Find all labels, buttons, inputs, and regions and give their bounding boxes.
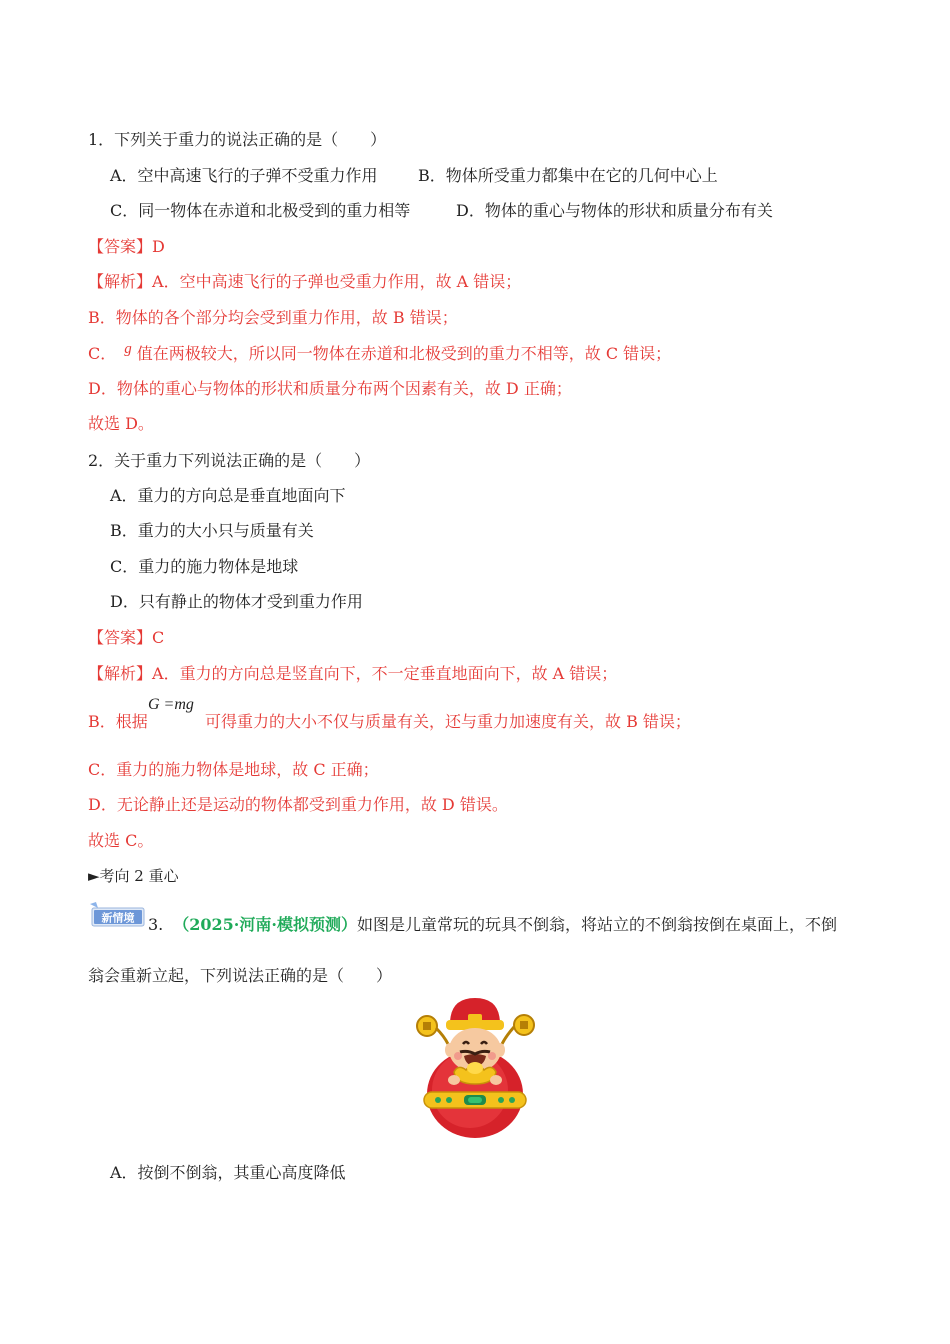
q1-analysis-d: D．物体的重心与物体的形状和质量分布两个因素有关，故 D 正确；: [88, 379, 572, 398]
q1-option-c: C．同一物体在赤道和北极受到的重力相等: [110, 201, 411, 220]
section-title: ►考向 2 重心: [88, 867, 179, 885]
q3-stem-text: 如图是儿童常玩的玩具不倒翁，将站立的不倒翁按倒在桌面上，不倒: [356, 915, 837, 934]
q1-option-a: A．空中高速飞行的子弹不受重力作用: [110, 166, 378, 185]
answer-label: 【答案】: [88, 628, 153, 647]
q2-analysis-a: [88, 663, 617, 685]
q2-conclusion: 故选 C。: [88, 831, 154, 850]
analysis-rest: 值在两极较大，所以同一物体在赤道和北极受到的重力不相等，故 C 错误；: [136, 344, 672, 363]
analysis-prefix: C．: [88, 344, 117, 363]
q3-source: （2025·河南·模拟预测）: [173, 915, 357, 934]
q2-option-b: B．重力的大小只与质量有关: [110, 521, 314, 540]
answer-value: C: [152, 628, 165, 647]
q1-stem: 1．下列关于重力的说法正确的是（ ）: [88, 130, 387, 149]
badge-label: 新情境: [101, 911, 135, 925]
q2-analysis-b-rest: 可得重力的大小不仅与质量有关，还与重力加速度有关，故 B 错误；: [205, 712, 691, 731]
q3-option-a: A．按倒不倒翁，其重心高度降低: [110, 1163, 346, 1182]
symbol-g: g: [124, 341, 132, 357]
q1-option-d: D．物体的重心与物体的形状和质量分布有关: [456, 201, 773, 220]
q2-analysis-d: D．无论静止还是运动的物体都受到重力作用，故 D 错误。: [88, 795, 508, 814]
q2-option-d: D．只有静止的物体才受到重力作用: [110, 592, 363, 611]
new-context-badge-icon: [88, 902, 146, 928]
q2-option-a: A．重力的方向总是垂直地面向下: [110, 486, 346, 505]
q3-stem-line2: 翁会重新立起，下列说法正确的是（ ）: [88, 966, 393, 985]
q1-option-b: B．物体所受重力都集中在它的几何中心上: [418, 166, 718, 185]
q3-number: 3.: [148, 915, 164, 934]
tumbler-toy-illustration: [408, 994, 542, 1144]
analysis-text: A．空中高速飞行的子弹也受重力作用，故 A 错误；: [152, 272, 522, 291]
answer-value: D: [152, 237, 165, 256]
q1-answer: [88, 236, 165, 258]
q2-option-c: C．重力的施力物体是地球: [110, 557, 299, 576]
q2-analysis-c: C．重力的施力物体是地球，故 C 正确；: [88, 760, 379, 779]
answer-label: 【答案】: [88, 237, 153, 256]
q1-analysis-b: B．物体的各个部分均会受到重力作用，故 B 错误；: [88, 308, 458, 327]
formula-g-mg: G =mg: [148, 696, 194, 713]
q1-analysis-c: [88, 343, 671, 366]
q3-stem-line1: [148, 914, 837, 936]
analysis-label: 【解析】: [88, 664, 153, 683]
q2-stem: 2．关于重力下列说法正确的是（ ）: [88, 451, 371, 470]
q1-analysis-a: [88, 271, 521, 293]
analysis-text: A．重力的方向总是竖直向下，不一定垂直地面向下，故 A 错误；: [152, 664, 618, 683]
q2-analysis-b-prefix: B．根据: [88, 712, 148, 731]
q1-conclusion: 故选 D。: [88, 414, 154, 433]
analysis-label: 【解析】: [88, 272, 153, 291]
q2-answer: [88, 627, 164, 649]
